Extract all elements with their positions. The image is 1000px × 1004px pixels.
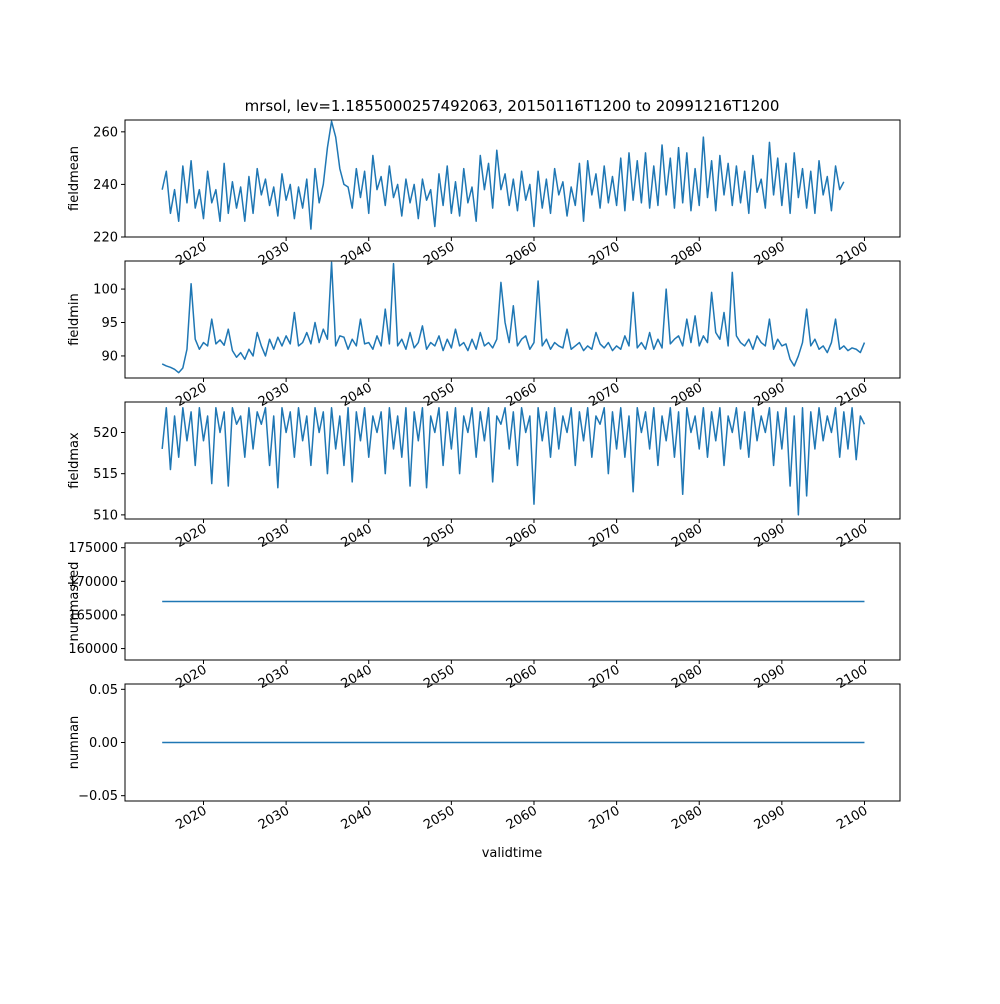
fieldmean-x-tick-label: 2060 — [503, 239, 540, 270]
fieldmean-x-tick-label: 2100 — [834, 239, 871, 270]
nummasked-x-tick-label: 2050 — [421, 662, 458, 693]
fieldmax-y-tick-label: 520 — [93, 425, 118, 441]
fieldmean-x-tick-label: 2040 — [338, 239, 375, 270]
numnan-y-tick-label: 0.05 — [89, 682, 118, 698]
nummasked-y-tick-label: 165000 — [68, 608, 118, 624]
numnan-x-tick-label: 2040 — [338, 803, 375, 834]
x-axis-label: validtime — [481, 846, 543, 861]
fieldmax-x-tick-label: 2020 — [173, 521, 210, 552]
fieldmean-x-tick-label: 2090 — [751, 239, 788, 270]
fieldmean-series-line — [162, 121, 844, 229]
fieldmean-x-tick-label: 2030 — [255, 239, 293, 270]
nummasked-x-tick-label: 2080 — [669, 662, 706, 693]
nummasked-y-axis-label: nummasked — [67, 561, 82, 642]
numnan-x-tick-label: 2080 — [669, 803, 706, 834]
fieldmax-x-tick-label: 2030 — [255, 521, 293, 552]
nummasked-x-tick-label: 2040 — [338, 662, 375, 693]
numnan-x-tick-label: 2020 — [173, 803, 210, 834]
fieldmax-x-tick-label: 2040 — [338, 521, 375, 552]
fieldmax-series-line — [162, 408, 864, 515]
numnan-x-tick-label: 2030 — [255, 803, 293, 834]
fieldmin-y-axis-label: fieldmin — [67, 293, 82, 346]
fieldmean-x-tick-label: 2070 — [586, 239, 623, 270]
fieldmax-x-tick-label: 2050 — [421, 521, 458, 552]
nummasked-y-tick-label: 160000 — [68, 642, 118, 658]
fieldmean-x-tick-label: 2080 — [669, 239, 706, 270]
numnan-x-tick-label: 2050 — [421, 803, 458, 834]
fieldmax-y-tick-label: 510 — [93, 508, 118, 524]
nummasked-x-tick-label: 2090 — [751, 662, 788, 693]
fieldmean-y-tick-label: 260 — [93, 125, 118, 141]
numnan-x-tick-label: 2070 — [586, 803, 623, 834]
fieldmin-x-tick-label: 2090 — [751, 380, 788, 411]
nummasked-y-tick-label: 170000 — [68, 574, 118, 590]
fieldmin-x-tick-label: 2030 — [255, 380, 293, 411]
fieldmin-series-line — [162, 262, 864, 372]
fieldmin-x-tick-label: 2040 — [338, 380, 375, 411]
fieldmin-x-tick-label: 2070 — [586, 380, 623, 411]
fieldmin-y-tick-label: 95 — [101, 316, 118, 332]
panel-fieldmax — [67, 402, 900, 551]
fieldmean-y-axis-label: fieldmean — [67, 146, 82, 211]
fieldmean-y-tick-label: 240 — [93, 177, 118, 193]
fieldmax-x-tick-label: 2100 — [834, 521, 871, 552]
fieldmin-x-tick-label: 2080 — [669, 380, 706, 411]
nummasked-x-tick-label: 2100 — [834, 662, 871, 693]
fieldmax-x-tick-label: 2070 — [586, 521, 623, 552]
fieldmean-x-tick-label: 2050 — [421, 239, 458, 270]
numnan-x-tick-label: 2090 — [751, 803, 788, 834]
nummasked-x-tick-label: 2030 — [255, 662, 293, 693]
fieldmin-x-tick-label: 2050 — [421, 380, 458, 411]
nummasked-y-tick-label: 175000 — [68, 541, 118, 557]
numnan-x-tick-label: 2100 — [834, 803, 871, 834]
fieldmin-y-tick-label: 90 — [101, 349, 118, 365]
fieldmean-y-tick-label: 220 — [93, 230, 118, 246]
panel-fieldmin — [67, 261, 900, 410]
numnan-y-axis-label: numnan — [67, 715, 82, 770]
panel-numnan — [67, 683, 900, 833]
fieldmax-x-tick-label: 2090 — [751, 521, 788, 552]
fieldmax-y-axis-label: fieldmax — [67, 432, 82, 489]
chart-title: mrsol, lev=1.1855000257492063, 20150116T1200 to 20991216T1200 — [244, 97, 780, 115]
nummasked-x-tick-label: 2020 — [173, 662, 210, 693]
fieldmean-x-tick-label: 2020 — [173, 239, 210, 270]
fieldmax-y-tick-label: 515 — [93, 467, 118, 483]
fieldmax-x-tick-label: 2060 — [503, 521, 540, 552]
panel-fieldmean — [67, 120, 900, 269]
panel-nummasked — [67, 541, 900, 692]
numnan-y-tick-label: 0.00 — [89, 736, 118, 751]
numnan-y-tick-label: −0.05 — [78, 789, 118, 805]
nummasked-x-tick-label: 2070 — [586, 662, 623, 693]
fieldmin-x-tick-label: 2020 — [173, 380, 210, 411]
fieldmin-y-tick-label: 100 — [93, 282, 118, 298]
fieldmin-x-tick-label: 2060 — [503, 380, 540, 411]
fieldmin-x-tick-label: 2100 — [834, 380, 871, 411]
numnan-x-tick-label: 2060 — [503, 803, 540, 834]
fieldmax-x-tick-label: 2080 — [669, 521, 706, 552]
nummasked-x-tick-label: 2060 — [503, 662, 540, 693]
